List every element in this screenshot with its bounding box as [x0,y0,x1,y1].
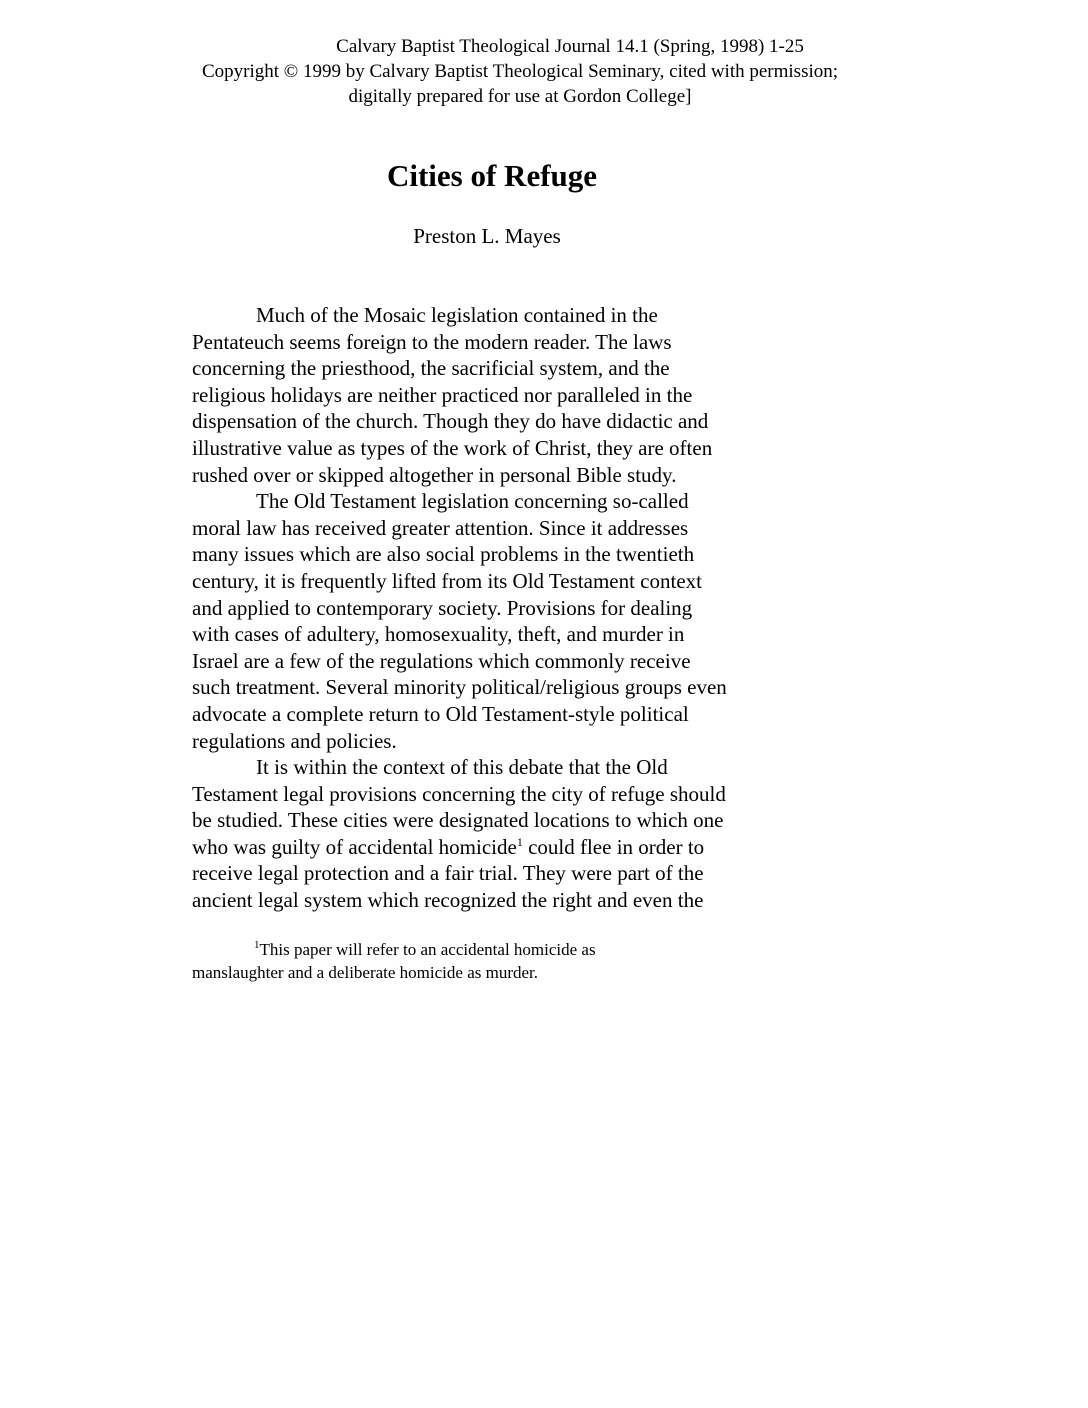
digital-prep-notice: digitally prepared for use at Gordon College] [348,86,692,107]
body-line: dispensation of the church. Though they do have didactic and [192,409,709,434]
footnote [192,938,596,984]
journal-citation: Calvary Baptist Theological Journal 14.1 (Spring, 1998) 1-25 [336,36,804,57]
body-line: illustrative value as types of the work of Christ, they are often [192,435,713,460]
footnote-text: This paper will refer to an accidental homicide as [259,940,596,959]
body-line: regulations and policies. [192,728,397,753]
body-line: century, it is frequently lifted from its Old Testament context [192,568,702,593]
body-line-with-footnote [192,834,812,861]
body-line: rushed over or skipped altogether in personal Bible study. [192,462,677,487]
body-line: The Old Testament legislation concerning so-called [256,489,689,514]
footnote-reference[interactable]: 1 [516,834,523,849]
body-line: be studied. These cities were designated locations to which one [192,808,724,833]
article-title: Cities of Refuge [386,158,598,193]
text: could flee in order to [522,834,705,859]
body-line: concerning the priesthood, the sacrificial system, and the [192,356,670,381]
body-line: receive legal protection and a fair trial. They were part of the [192,861,704,886]
body-line: such treatment. Several minority political/religious groups even [192,675,727,700]
body-line: Much of the Mosaic legislation contained in the [256,303,658,327]
body-line: moral law has received greater attention. Since it addresses [192,515,689,540]
footnote-mark: 1 [254,939,260,951]
body-line: many issues which are also social problems in the twentieth [192,542,695,567]
body-line: with cases of adultery, homosexuality, theft, and murder in [192,622,685,647]
footnote-text: manslaughter and a deliberate homicide as murder. [192,963,539,982]
body-line: It is within the context of this debate that the Old [256,755,668,780]
copyright-notice: Copyright © 1999 by Calvary Baptist Theological Seminary, cited with permission; [201,61,839,82]
body-line: ancient legal system which recognized the right and even the [192,888,704,913]
body-line: religious holidays are neither practiced nor paralleled in the [192,382,693,407]
article-body [192,302,812,914]
article-author: Preston L. Mayes [413,224,561,248]
body-line: advocate a complete return to Old Testament-style political [192,701,689,726]
body-line: Israel are a few of the regulations which commonly receive [192,648,691,673]
body-line: Testament legal provisions concerning the city of refuge should [192,781,726,806]
body-line: and applied to contemporary society. Provisions for dealing [192,595,693,620]
text: who was guilty of accidental homicide [192,834,517,859]
body-line: Pentateuch seems foreign to the modern reader. The laws [192,329,672,354]
